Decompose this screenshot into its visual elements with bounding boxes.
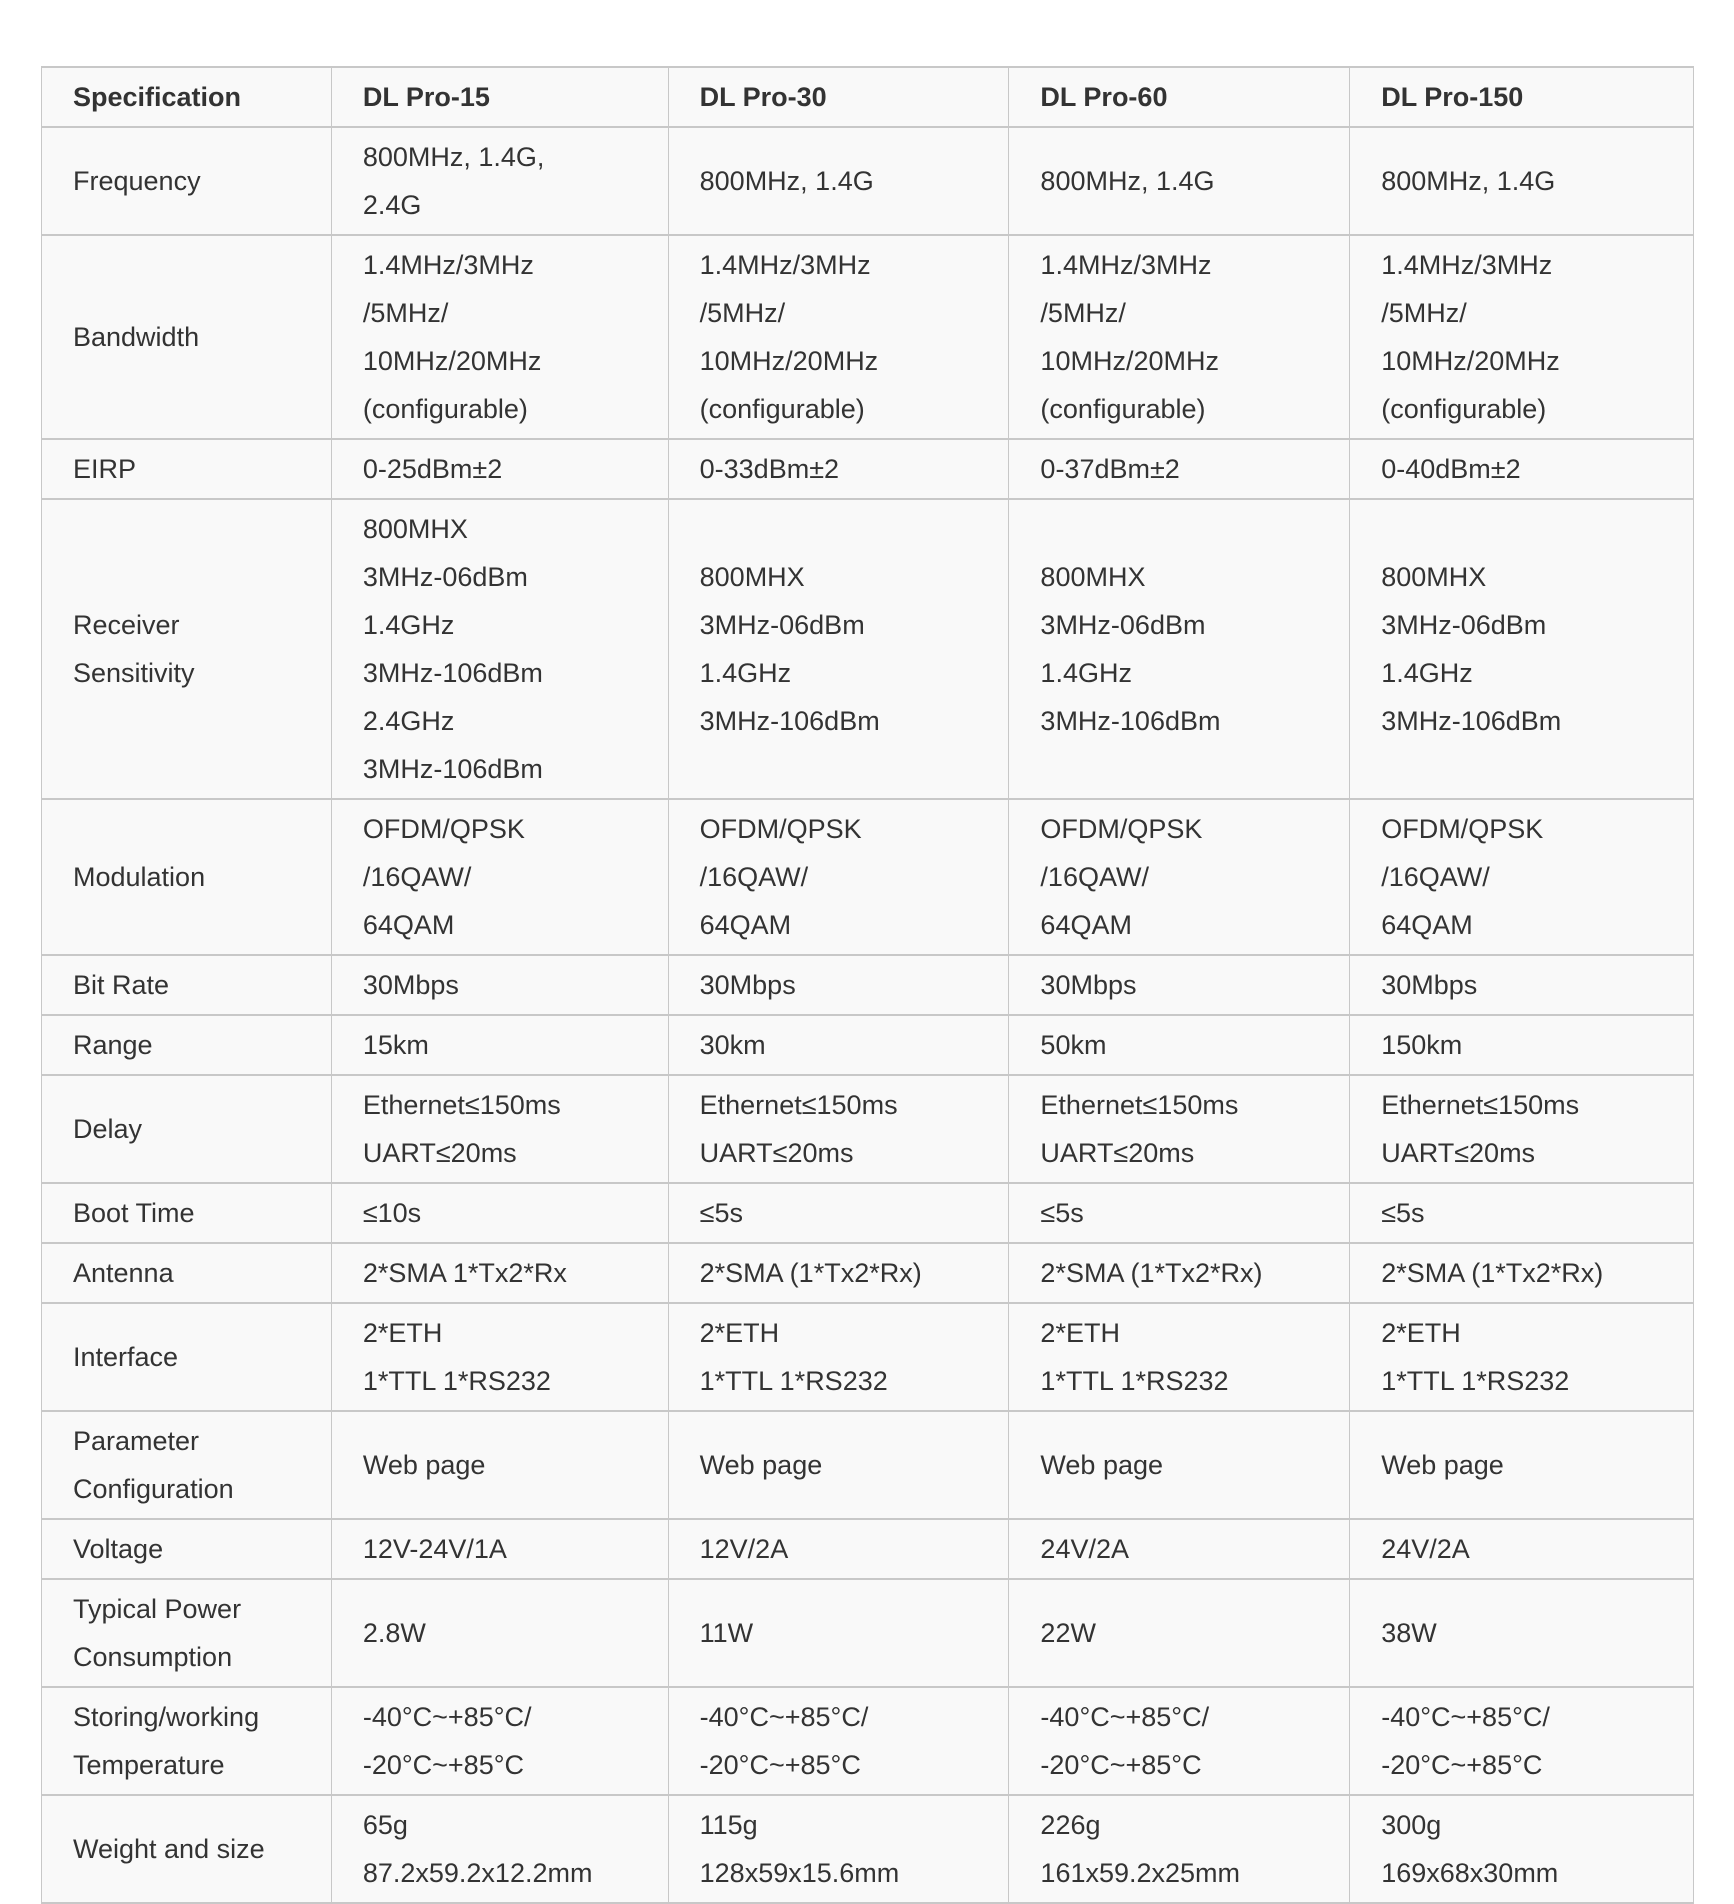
cell-line: 800MHz, 1.4G (699, 166, 874, 196)
spec-value-cell (331, 1183, 668, 1243)
table-row (42, 499, 1694, 799)
cell-line: (configurable) (362, 394, 528, 424)
cell-line: 12V-24V/1A (362, 1534, 507, 1564)
cell-line: 1.4GHz (699, 658, 792, 688)
cell-line: 1.4MHz/3MHz (362, 250, 534, 280)
table-row (42, 955, 1694, 1015)
cell-line: 15km (362, 1030, 429, 1060)
spec-value-cell (1350, 1075, 1694, 1183)
spec-value-cell (1009, 955, 1350, 1015)
spec-value-cell (1350, 1183, 1694, 1243)
spec-value-cell (1350, 799, 1694, 955)
spec-value-cell (1009, 1687, 1350, 1795)
table-row (42, 799, 1694, 955)
cell-line: 1*TTL 1*RS232 (1040, 1366, 1229, 1396)
cell-line: Delay (73, 1114, 143, 1144)
spec-value-cell (331, 799, 668, 955)
cell-line: 800MHX (1381, 562, 1487, 592)
row-label (42, 1243, 332, 1303)
cell-line: 2*ETH (362, 1318, 443, 1348)
row-label (42, 235, 332, 439)
cell-line: 10MHz/20MHz (1040, 346, 1219, 376)
cell-line: 3MHz-106dBm (1040, 706, 1221, 736)
spec-value-cell (1350, 1687, 1694, 1795)
cell-line: 3MHz-106dBm (1381, 706, 1562, 736)
cell-line: ≤5s (1040, 1198, 1084, 1228)
cell-line: 1.4GHz (1381, 658, 1473, 688)
spec-value-cell (331, 235, 668, 439)
spec-value-cell (331, 1519, 668, 1579)
spec-value-cell (668, 1075, 1009, 1183)
spec-value-cell (331, 1243, 668, 1303)
cell-line: 1.4GHz (362, 610, 455, 640)
spec-value-cell (1350, 955, 1694, 1015)
spec-value-cell (1009, 127, 1350, 235)
cell-line: 10MHz/20MHz (699, 346, 879, 376)
header-model: DL Pro-150 (1350, 67, 1694, 127)
cell-line: Parameter (73, 1426, 200, 1456)
cell-line: 128x59x15.6mm (699, 1858, 900, 1888)
cell-line: Temperature (73, 1750, 225, 1780)
cell-line: 300g (1381, 1810, 1442, 1840)
cell-line: 0-37dBm±2 (1040, 454, 1180, 484)
cell-line: 64QAM (1040, 910, 1132, 940)
cell-line: 2*SMA (1*Tx2*Rx) (1040, 1258, 1263, 1288)
cell-line: 3MHz-106dBm (699, 706, 880, 736)
table-row (42, 1579, 1694, 1687)
spec-value-cell (1350, 1579, 1694, 1687)
cell-line: /5MHz/ (699, 298, 786, 328)
spec-value-cell (331, 1579, 668, 1687)
table-row (42, 1183, 1694, 1243)
table-row (42, 1687, 1694, 1795)
spec-comparison-table (41, 66, 1694, 1904)
table-row (42, 1795, 1694, 1903)
row-label (42, 439, 332, 499)
cell-line: 1.4GHz (1040, 658, 1132, 688)
cell-line: 3MHz-06dBm (1381, 610, 1547, 640)
cell-line: -40°C~+85°C/ (1040, 1702, 1210, 1732)
spec-value-cell (1350, 235, 1694, 439)
spec-value-cell (1350, 127, 1694, 235)
cell-line: OFDM/QPSK (1040, 814, 1203, 844)
header-model: DL Pro-30 (668, 67, 1009, 127)
cell-line: -20°C~+85°C (362, 1750, 525, 1780)
table-row (42, 1411, 1694, 1519)
cell-line: -40°C~+85°C/ (1381, 1702, 1550, 1732)
cell-line: 3MHz-106dBm (362, 658, 543, 688)
cell-line: Web page (362, 1450, 486, 1480)
spec-value-cell (331, 1303, 668, 1411)
cell-line: 2*SMA (1*Tx2*Rx) (1381, 1258, 1604, 1288)
cell-line: /5MHz/ (1040, 298, 1126, 328)
spec-value-cell (668, 1411, 1009, 1519)
row-label (42, 799, 332, 955)
spec-value-cell (331, 955, 668, 1015)
spec-value-cell (1350, 439, 1694, 499)
cell-line: Modulation (73, 862, 206, 892)
spec-value-cell (1009, 799, 1350, 955)
row-label (42, 127, 332, 235)
spec-value-cell (331, 1687, 668, 1795)
cell-line: 2.4GHz (362, 706, 455, 736)
spec-value-cell (668, 499, 1009, 799)
cell-line: 2.4G (362, 190, 422, 220)
row-label (42, 1183, 332, 1243)
row-label (42, 1579, 332, 1687)
row-label (42, 1411, 332, 1519)
cell-line: Web page (1040, 1450, 1164, 1480)
cell-line: 24V/2A (1381, 1534, 1470, 1564)
cell-line: -40°C~+85°C/ (699, 1702, 869, 1732)
cell-line: 115g (699, 1810, 758, 1840)
cell-line: 169x68x30mm (1381, 1858, 1559, 1888)
cell-line: Frequency (73, 166, 201, 196)
spec-value-cell (668, 1015, 1009, 1075)
cell-line: Bandwidth (73, 322, 200, 352)
table-row (42, 1303, 1694, 1411)
spec-value-cell (331, 439, 668, 499)
row-label (42, 1519, 332, 1579)
cell-line: 0-25dBm±2 (362, 454, 503, 484)
spec-value-cell (668, 1243, 1009, 1303)
spec-value-cell (668, 1687, 1009, 1795)
spec-value-cell (668, 799, 1009, 955)
cell-line: Voltage (73, 1534, 164, 1564)
cell-line: Ethernet≤150ms (1381, 1090, 1580, 1120)
header-model: DL Pro-60 (1009, 67, 1350, 127)
spec-value-cell (668, 235, 1009, 439)
cell-line: Ethernet≤150ms (699, 1090, 898, 1120)
cell-line: 2*SMA (1*Tx2*Rx) (699, 1258, 922, 1288)
spec-value-cell (1009, 1411, 1350, 1519)
cell-line: Configuration (73, 1474, 234, 1504)
table-row (42, 439, 1694, 499)
spec-value-cell (668, 1519, 1009, 1579)
cell-line: 2.8W (362, 1618, 426, 1648)
cell-line: 1.4MHz/3MHz (699, 250, 871, 280)
cell-line: /5MHz/ (362, 298, 449, 328)
cell-line: 2*SMA 1*Tx2*Rx (362, 1258, 567, 1288)
cell-line: UART≤20ms (1381, 1138, 1536, 1168)
spec-value-cell (331, 127, 668, 235)
cell-line: 800MHz, 1.4G (1040, 166, 1215, 196)
cell-line: /16QAW/ (1381, 862, 1490, 892)
cell-line: OFDM/QPSK (1381, 814, 1544, 844)
cell-line: 22W (1040, 1618, 1096, 1648)
spec-value-cell (668, 439, 1009, 499)
spec-value-cell (1009, 1015, 1350, 1075)
spec-value-cell (1350, 1795, 1694, 1903)
cell-line: 30Mbps (362, 970, 459, 1000)
cell-line: (configurable) (1040, 394, 1206, 424)
spec-value-cell (331, 499, 668, 799)
cell-line: Web page (1381, 1450, 1504, 1480)
cell-line: /16QAW/ (699, 862, 809, 892)
table-row (42, 1015, 1694, 1075)
cell-line: 24V/2A (1040, 1534, 1129, 1564)
spec-value-cell (1009, 1303, 1350, 1411)
table-row (42, 1243, 1694, 1303)
cell-line: Ethernet≤150ms (362, 1090, 561, 1120)
row-label (42, 1687, 332, 1795)
spec-value-cell (1350, 1303, 1694, 1411)
row-label (42, 955, 332, 1015)
spec-value-cell (1009, 1183, 1350, 1243)
cell-line: 65g (362, 1810, 408, 1840)
cell-line: 30Mbps (1040, 970, 1137, 1000)
row-label (42, 1795, 332, 1903)
header-model: DL Pro-15 (331, 67, 668, 127)
cell-line: Range (73, 1030, 153, 1060)
spec-value-cell (1009, 235, 1350, 439)
header-specification: Specification (42, 67, 332, 127)
cell-line: 226g (1040, 1810, 1101, 1840)
cell-line: 64QAM (362, 910, 455, 940)
cell-line: 87.2x59.2x12.2mm (362, 1858, 593, 1888)
cell-line: 161x59.2x25mm (1040, 1858, 1241, 1888)
cell-line: 30km (699, 1030, 766, 1060)
cell-line: 10MHz/20MHz (1381, 346, 1560, 376)
cell-line: OFDM/QPSK (699, 814, 862, 844)
spec-value-cell (331, 1411, 668, 1519)
cell-line: ≤5s (699, 1198, 743, 1228)
cell-line: 0-40dBm±2 (1381, 454, 1521, 484)
cell-line: 64QAM (1381, 910, 1473, 940)
spec-value-cell (1009, 1795, 1350, 1903)
cell-line: OFDM/QPSK (362, 814, 525, 844)
row-label (42, 1015, 332, 1075)
cell-line: 1*TTL 1*RS232 (1381, 1366, 1570, 1396)
spec-value-cell (1009, 1243, 1350, 1303)
cell-line: 3MHz-06dBm (1040, 610, 1206, 640)
cell-line: Interface (73, 1342, 179, 1372)
cell-line: 30Mbps (699, 970, 796, 1000)
spec-value-cell (1009, 499, 1350, 799)
cell-line: 3MHz-06dBm (699, 610, 865, 640)
spec-value-cell (1350, 1519, 1694, 1579)
row-label (42, 1303, 332, 1411)
cell-line: Ethernet≤150ms (1040, 1090, 1239, 1120)
cell-line: 800MHX (362, 514, 468, 544)
row-label (42, 1075, 332, 1183)
header-row (42, 67, 1694, 127)
table-row (42, 1519, 1694, 1579)
cell-line: 2*ETH (1040, 1318, 1120, 1348)
cell-line: Web page (699, 1450, 823, 1480)
cell-line: 800MHX (1040, 562, 1146, 592)
cell-line: 1.4MHz/3MHz (1040, 250, 1212, 280)
row-label (42, 499, 332, 799)
cell-line: /16QAW/ (362, 862, 472, 892)
spec-value-cell (668, 1183, 1009, 1243)
cell-line: UART≤20ms (362, 1138, 517, 1168)
cell-line: Boot Time (73, 1198, 195, 1228)
cell-line: 800MHX (699, 562, 805, 592)
cell-line: (configurable) (1381, 394, 1547, 424)
cell-line: Weight and size (73, 1834, 265, 1864)
spec-value-cell (1350, 1015, 1694, 1075)
cell-line: -20°C~+85°C (1040, 1750, 1202, 1780)
cell-line: 2*ETH (1381, 1318, 1461, 1348)
cell-line: EIRP (73, 454, 137, 484)
cell-line: Storing/working (73, 1702, 260, 1732)
cell-line: 38W (1381, 1618, 1437, 1648)
spec-value-cell (668, 1579, 1009, 1687)
cell-line: 800MHz, 1.4G, (362, 142, 545, 172)
table-row (42, 127, 1694, 235)
cell-line: -40°C~+85°C/ (362, 1702, 532, 1732)
cell-line: 64QAM (699, 910, 792, 940)
cell-line: 1*TTL 1*RS232 (362, 1366, 551, 1396)
cell-line: Antenna (73, 1258, 174, 1288)
cell-line: -20°C~+85°C (699, 1750, 861, 1780)
cell-line: /16QAW/ (1040, 862, 1149, 892)
spec-value-cell (1009, 1075, 1350, 1183)
cell-line: Typical Power (73, 1594, 242, 1624)
cell-line: 1.4MHz/3MHz (1381, 250, 1553, 280)
spec-value-cell (1009, 1579, 1350, 1687)
cell-line: 150km (1381, 1030, 1463, 1060)
spec-value-cell (668, 1303, 1009, 1411)
spec-value-cell (668, 127, 1009, 235)
spec-value-cell (1350, 1243, 1694, 1303)
cell-line: Consumption (73, 1642, 233, 1672)
cell-line: 11W (699, 1618, 754, 1648)
spec-value-cell (668, 1795, 1009, 1903)
cell-line: 2*ETH (699, 1318, 780, 1348)
cell-line: ≤5s (1381, 1198, 1425, 1228)
cell-line: -20°C~+85°C (1381, 1750, 1543, 1780)
cell-line: Bit Rate (73, 970, 170, 1000)
cell-line: 30Mbps (1381, 970, 1478, 1000)
cell-line: (configurable) (699, 394, 865, 424)
cell-line: 10MHz/20MHz (362, 346, 542, 376)
cell-line: Sensitivity (73, 658, 195, 688)
cell-line: 50km (1040, 1030, 1107, 1060)
spec-value-cell (1009, 439, 1350, 499)
cell-line: /5MHz/ (1381, 298, 1467, 328)
cell-line: 3MHz-06dBm (362, 562, 528, 592)
cell-line: ≤10s (362, 1198, 422, 1228)
spec-value-cell (331, 1075, 668, 1183)
cell-line: 3MHz-106dBm (362, 754, 543, 784)
cell-line: UART≤20ms (1040, 1138, 1195, 1168)
cell-line: 0-33dBm±2 (699, 454, 840, 484)
spec-value-cell (1009, 1519, 1350, 1579)
spec-value-cell (331, 1795, 668, 1903)
table-row (42, 235, 1694, 439)
cell-line: 1*TTL 1*RS232 (699, 1366, 888, 1396)
spec-value-cell (1350, 499, 1694, 799)
table-row (42, 1075, 1694, 1183)
cell-line: Receiver (73, 610, 180, 640)
cell-line: UART≤20ms (699, 1138, 854, 1168)
cell-line: 12V/2A (699, 1534, 789, 1564)
spec-value-cell (1350, 1411, 1694, 1519)
spec-value-cell (331, 1015, 668, 1075)
cell-line: 800MHz, 1.4G (1381, 166, 1556, 196)
spec-value-cell (668, 955, 1009, 1015)
